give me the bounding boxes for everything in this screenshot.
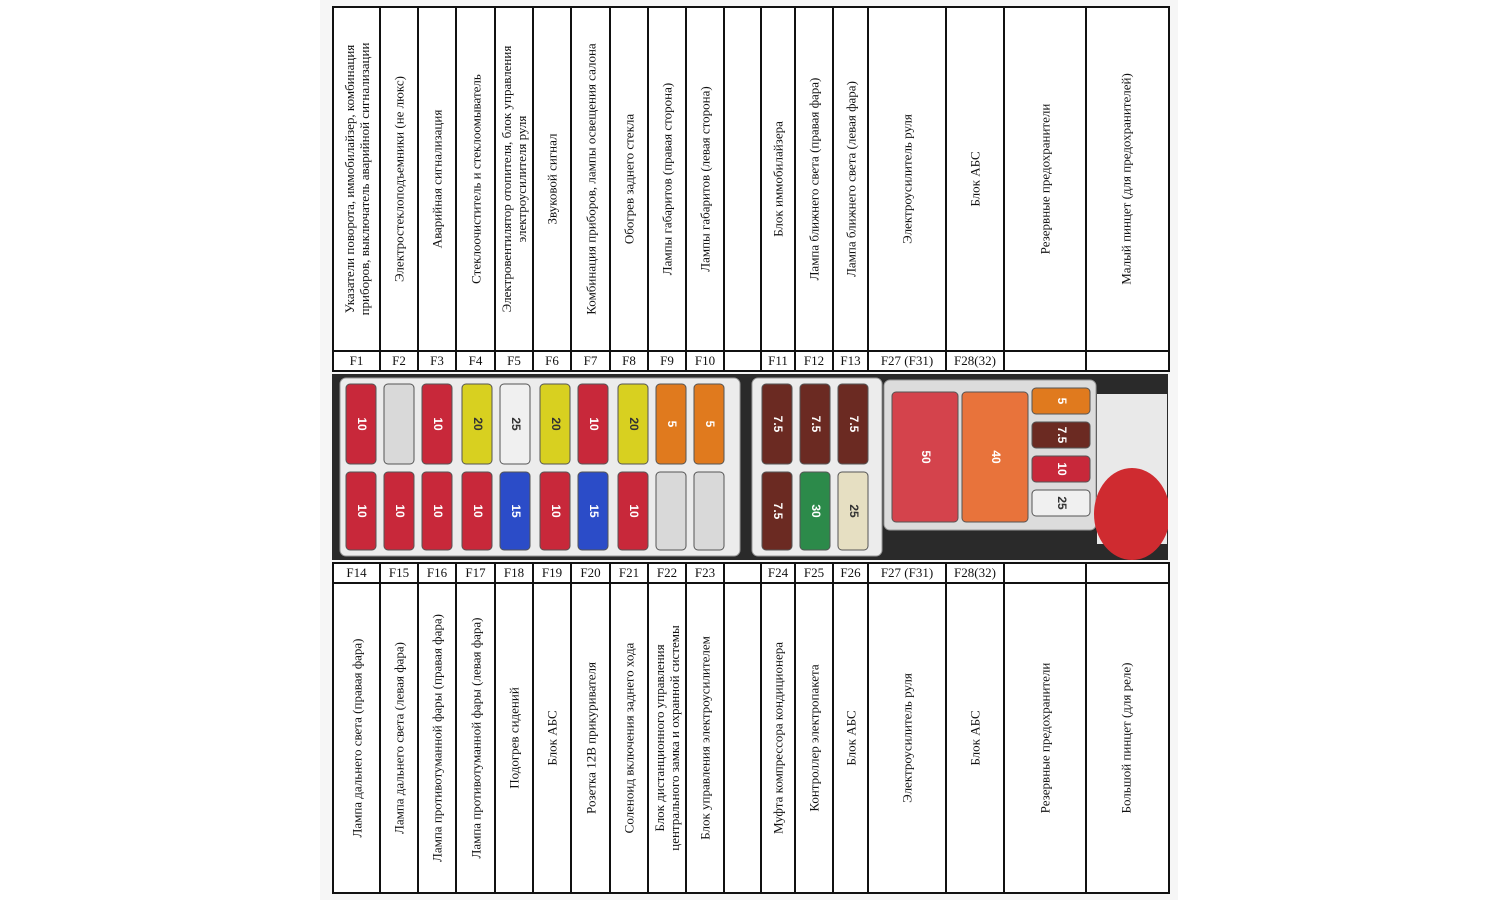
fuse-code-label: F8	[611, 352, 649, 370]
description-text: Блок управления электроусилителем	[697, 636, 713, 840]
fuse-rating-label: 10	[626, 504, 641, 518]
description-text: Блок АБС	[967, 151, 983, 207]
red-relay-puller	[1094, 468, 1168, 560]
fuse-code-label	[725, 564, 762, 582]
description-text: Звуковой сигнал	[544, 133, 560, 225]
fuse-rating-label: 10	[354, 504, 369, 518]
description-text: Малый пинцет (для предохранителей)	[1118, 73, 1134, 285]
top-row-description-cell	[796, 8, 834, 350]
bottom-row-description-cell	[1005, 584, 1087, 892]
bottom-mini-fuse	[500, 472, 530, 550]
fuse-rating-label: 5	[702, 420, 717, 428]
fuse-code-label	[1087, 352, 1165, 370]
description-text: Розетка 12В прикуривателя	[583, 662, 598, 814]
top-description-table	[332, 6, 1170, 352]
bottom-row-description-cell	[457, 584, 496, 892]
description-text: Большой пинцет (для реле)	[1118, 662, 1134, 814]
top-row-description-cell	[534, 8, 572, 350]
bottom-row-description-cell	[725, 584, 762, 892]
bottom-mini-fuse	[384, 472, 414, 550]
fuse-rating-label: 15	[586, 504, 601, 518]
fuse-code-label: F25	[796, 564, 834, 582]
bottom-row-description-cell	[947, 584, 1005, 892]
bottom-row-description-cell	[869, 584, 947, 892]
top-row-description-cell	[725, 8, 762, 350]
spare-fuse	[1032, 456, 1090, 482]
description-text: Блок АБС	[544, 710, 560, 766]
description-text: Соленоид включения заднего хода	[621, 642, 637, 834]
fuse-code-label: F27 (F31)	[869, 564, 947, 582]
top-mini-fuse	[578, 384, 608, 464]
description-text: Лампа противотуманной фары (правая фара)	[429, 614, 445, 862]
description-text: Контроллер электропакета	[806, 664, 822, 812]
fuse-rating-label: 10	[548, 504, 563, 518]
bottom-row-description-cell	[762, 584, 796, 892]
fuse-body	[384, 384, 414, 464]
fuse-rating-label: 30	[808, 504, 823, 518]
fuse-code-label: F10	[687, 352, 725, 370]
fuse-code-label: F17	[457, 564, 496, 582]
fuse-rating-label: 10	[586, 417, 601, 431]
description-text: Электростеклоподъемники (не люкс)	[391, 76, 407, 282]
description-text: Стеклоочиститель и стеклоомыватель	[468, 74, 483, 284]
bottom-mini-fuse	[540, 472, 570, 550]
fuse-code-label: F5	[496, 352, 534, 370]
top-row-description-cell	[947, 8, 1005, 350]
fuse-rating-label: 5	[664, 420, 679, 428]
bottom-row-description-cell	[496, 584, 534, 892]
bottom-mini-fuse	[762, 472, 792, 550]
top-row-description-cell	[572, 8, 611, 350]
fuse-code-label: F26	[834, 564, 869, 582]
fuse-code-label: F7	[572, 352, 611, 370]
top-mini-fuse	[694, 384, 724, 464]
description-text: Указатели поворота, иммобилайзер, комбинация приборов, выключатель аварийной сигнализации	[341, 42, 372, 316]
description-text: Резервные предохранители	[1037, 103, 1053, 255]
description-text: Блок дистанционного управления центрального замка и охранной системы	[652, 625, 682, 851]
fuse-body	[694, 472, 724, 550]
bottom-row-description-cell	[572, 584, 611, 892]
bottom-mini-fuse	[838, 472, 868, 550]
fuse-rating-label: 10	[354, 417, 369, 431]
description-text: Электровентилятор отопителя, блок управления электроусилителя руля	[499, 45, 529, 313]
fuse-code-label: F11	[762, 352, 796, 370]
bottom-mini-fuse	[800, 472, 830, 550]
top-row-description-cell	[419, 8, 457, 350]
description-text: Обогрев заднего стекла	[621, 113, 637, 245]
fuse-rating-label: 25	[846, 504, 861, 518]
fuse-rating-label: 7.5	[1054, 426, 1069, 444]
fuse-code-label: F18	[496, 564, 534, 582]
description-text: Лампы габаритов (левая сторона)	[697, 86, 713, 272]
bottom-mini-fuse	[462, 472, 492, 550]
description-text: Подогрев сидений	[506, 687, 522, 789]
fuse-code-label: F4	[457, 352, 496, 370]
top-mini-fuse	[838, 384, 868, 464]
description-text: Аварийная сигнализация	[429, 109, 445, 249]
top-mini-fuse	[656, 384, 686, 464]
fuse-rating-label: 7.5	[846, 415, 861, 433]
top-row-description-cell	[834, 8, 869, 350]
fuse-code-label: F12	[796, 352, 834, 370]
bottom-row-description-cell	[834, 584, 869, 892]
description-text: Лампа ближнего света (левая фара)	[843, 81, 858, 277]
fuse-code-label: F15	[381, 564, 419, 582]
description-text: Лампа ближнего света (правая фара)	[806, 77, 822, 281]
fuse-code-label	[1005, 564, 1087, 582]
fuse-code-label	[725, 352, 762, 370]
fuse-code-label: F1	[334, 352, 381, 370]
fuse-code-label: F24	[762, 564, 796, 582]
description-text: Электроусилитель руля	[899, 673, 915, 803]
fuse-rating-label: 7.5	[770, 502, 785, 520]
bottom-row-description-cell	[611, 584, 649, 892]
description-text: Лампа противотуманной фары (левая фара)	[468, 617, 483, 859]
bottom-row-description-cell	[419, 584, 457, 892]
top-row-description-cell	[649, 8, 687, 350]
fuse-rating-label: 10	[1054, 462, 1069, 476]
top-mini-fuse	[500, 384, 530, 464]
fuse-code-label: F28(32)	[947, 564, 1005, 582]
bottom-fuse-codes-row	[332, 562, 1170, 584]
top-row-description-cell	[334, 8, 381, 350]
fuse-code-label: F2	[381, 352, 419, 370]
bottom-row-description-cell	[534, 584, 572, 892]
description-text: Блок АБС	[843, 710, 858, 766]
fuse-rating-label: 10	[470, 504, 485, 518]
fuse-code-label: F14	[334, 564, 381, 582]
fuse-box-photo	[332, 374, 1168, 560]
bottom-mini-fuse	[656, 472, 686, 550]
fuse-code-label: F19	[534, 564, 572, 582]
top-mini-fuse	[346, 384, 376, 464]
fuse-code-label: F21	[611, 564, 649, 582]
top-mini-fuse	[462, 384, 492, 464]
maxi-fuse-40	[962, 392, 1028, 522]
top-mini-fuse	[384, 384, 414, 464]
description-text: Комбинация приборов, лампы освещения салона	[583, 43, 598, 315]
bottom-row-description-cell	[649, 584, 687, 892]
bottom-description-table	[332, 582, 1170, 894]
spare-fuse	[1032, 490, 1090, 516]
fuse-rating-label: 5	[1054, 397, 1069, 405]
fuse-code-label: F20	[572, 564, 611, 582]
fuse-code-label: F13	[834, 352, 869, 370]
fuse-rating-label: 7.5	[770, 415, 785, 433]
fuse-box-illustration	[332, 374, 1168, 560]
fuse-rating-label: 40	[988, 450, 1003, 464]
fuse-code-label: F22	[649, 564, 687, 582]
bottom-row-description-cell	[381, 584, 419, 892]
fuse-rating-label: 20	[626, 417, 641, 431]
fuse-rating-label: 20	[470, 417, 485, 431]
top-row-description-cell	[496, 8, 534, 350]
description-text: Блок иммобилайзера	[770, 121, 786, 237]
top-row-description-cell	[381, 8, 419, 350]
description-text: Лампа дальнего света (правая фара)	[349, 638, 364, 838]
top-mini-fuse	[762, 384, 792, 464]
bottom-mini-fuse	[578, 472, 608, 550]
top-row-description-cell	[869, 8, 947, 350]
description-text: Лампы габаритов (правая сторона)	[659, 82, 675, 276]
description-text: Лампа дальнего света (левая фара)	[391, 642, 407, 834]
bottom-mini-fuse	[346, 472, 376, 550]
fuse-rating-label: 10	[430, 417, 445, 431]
fuse-code-label	[1005, 352, 1087, 370]
fuse-rating-label: 50	[918, 450, 933, 464]
fuse-body	[656, 472, 686, 550]
fuse-rating-label: 25	[508, 417, 523, 431]
description-text: Блок АБС	[967, 710, 983, 766]
spare-fuse	[1032, 388, 1090, 414]
description-text: Резервные предохранители	[1037, 662, 1053, 814]
description-text: Электроусилитель руля	[899, 114, 915, 244]
fuse-rating-label: 25	[1054, 496, 1069, 510]
spare-fuse	[1032, 422, 1090, 448]
fuse-rating-label: 20	[548, 417, 563, 431]
top-mini-fuse	[618, 384, 648, 464]
bottom-row-description-cell	[796, 584, 834, 892]
fuse-code-label: F27 (F31)	[869, 352, 947, 370]
bottom-mini-fuse	[422, 472, 452, 550]
top-mini-fuse	[800, 384, 830, 464]
top-row-description-cell	[1005, 8, 1087, 350]
maxi-fuse-50	[892, 392, 958, 522]
top-row-description-cell	[687, 8, 725, 350]
fuse-code-label	[1087, 564, 1165, 582]
fuse-code-label: F16	[419, 564, 457, 582]
fuse-code-label: F3	[419, 352, 457, 370]
fuse-code-label: F6	[534, 352, 572, 370]
top-mini-fuse	[422, 384, 452, 464]
top-fuse-codes-row	[332, 350, 1170, 372]
description-text: Муфта компрессора кондиционера	[770, 641, 786, 835]
bottom-mini-fuse	[618, 472, 648, 550]
bottom-mini-fuse	[694, 472, 724, 550]
fuse-rating-label: 10	[430, 504, 445, 518]
fuse-code-label: F9	[649, 352, 687, 370]
bottom-row-description-cell	[1087, 584, 1165, 892]
top-mini-fuse	[540, 384, 570, 464]
bottom-row-description-cell	[334, 584, 381, 892]
top-row-description-cell	[611, 8, 649, 350]
top-row-description-cell	[1087, 8, 1165, 350]
fuse-code-label: F23	[687, 564, 725, 582]
top-row-description-cell	[457, 8, 496, 350]
bottom-row-description-cell	[687, 584, 725, 892]
fuse-rating-label: 7.5	[808, 415, 823, 433]
top-row-description-cell	[762, 8, 796, 350]
fuse-rating-label: 15	[508, 504, 523, 518]
fuse-rating-label: 10	[392, 504, 407, 518]
fuse-code-label: F28(32)	[947, 352, 1005, 370]
